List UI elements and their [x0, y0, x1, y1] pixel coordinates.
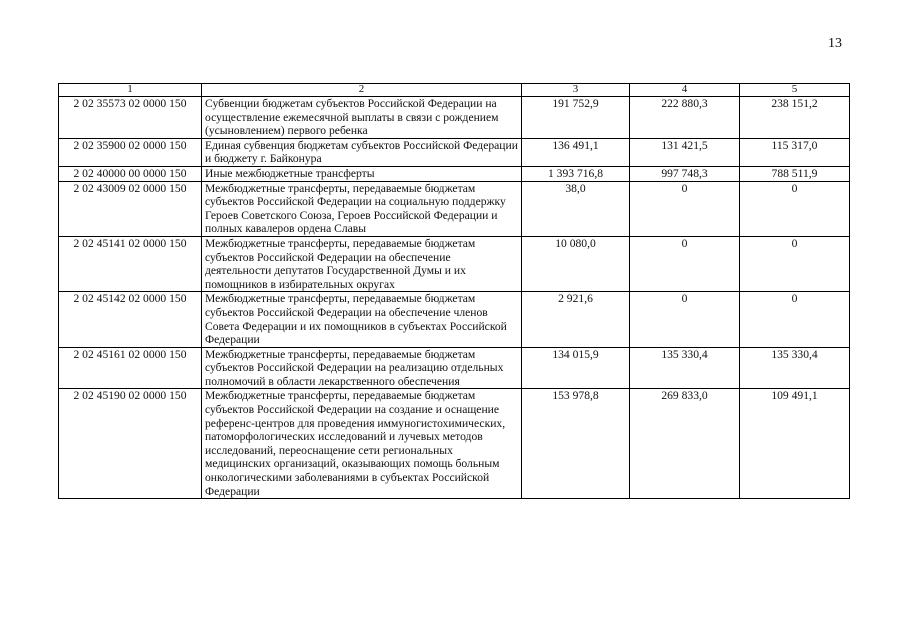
amount-col4-cell: 0: [630, 292, 740, 347]
budget-code-cell: 2 02 40000 00 0000 150: [59, 166, 202, 181]
column-header-1: 1: [59, 84, 202, 97]
amount-col3-cell: 38,0: [522, 181, 630, 236]
amount-col3-cell: 153 978,8: [522, 389, 630, 499]
amount-col5-cell: 0: [740, 236, 850, 291]
amount-col5-cell: 0: [740, 181, 850, 236]
amount-col4-cell: 269 833,0: [630, 389, 740, 499]
column-header-4: 4: [630, 84, 740, 97]
table-row: [59, 236, 850, 291]
description-cell: Межбюджетные трансферты, передаваемые бюджетам субъектов Российской Федерации на социальную поддержку Героев Советского Союза, Героев Российской Федерации и полных кавалеров ордена Славы: [202, 181, 522, 236]
amount-col5-cell: 109 491,1: [740, 389, 850, 499]
budget-code-cell: 2 02 35900 02 0000 150: [59, 138, 202, 166]
amount-col4-cell: 135 330,4: [630, 347, 740, 389]
amount-col3-cell: 134 015,9: [522, 347, 630, 389]
column-header-5: 5: [740, 84, 850, 97]
header-row: [59, 84, 850, 97]
description-cell: Субвенции бюджетам субъектов Российской Федерации на осуществление ежемесячной выплаты в связи с рождением (усыновлением) первого ребенка: [202, 97, 522, 139]
table-row: [59, 181, 850, 236]
amount-col4-cell: 222 880,3: [630, 97, 740, 139]
table-row: [59, 347, 850, 389]
amount-col3-cell: 1 393 716,8: [522, 166, 630, 181]
description-cell: Межбюджетные трансферты, передаваемые бюджетам субъектов Российской Федерации на обеспечение деятельности депутатов Государственной Думы и их помощников в избирательных округах: [202, 236, 522, 291]
amount-col5-cell: 788 511,9: [740, 166, 850, 181]
table-row: [59, 166, 850, 181]
table-body: [59, 97, 850, 499]
budget-code-cell: 2 02 45141 02 0000 150: [59, 236, 202, 291]
description-cell: Межбюджетные трансферты, передаваемые бюджетам субъектов Российской Федерации на создание и оснащение референс-центров для проведения иммуногистохимических, патоморфологических исследований и лучевых методов исследований, переоснащение сети региональных медицинских организаций, оказывающих помощь больным онкологическими заболеваниями в субъектах Российской Федерации: [202, 389, 522, 499]
budget-table: [58, 83, 850, 499]
description-cell: Межбюджетные трансферты, передаваемые бюджетам субъектов Российской Федерации на обеспечение членов Совета Федерации и их помощников в субъектах Российской Федерации: [202, 292, 522, 347]
column-header-3: 3: [522, 84, 630, 97]
page-number: 13: [828, 36, 842, 51]
table-row: [59, 389, 850, 499]
column-header-2: 2: [202, 84, 522, 97]
amount-col5-cell: 135 330,4: [740, 347, 850, 389]
budget-code-cell: 2 02 35573 02 0000 150: [59, 97, 202, 139]
amount-col5-cell: 238 151,2: [740, 97, 850, 139]
budget-code-cell: 2 02 45190 02 0000 150: [59, 389, 202, 499]
table-header: [59, 84, 850, 97]
budget-code-cell: 2 02 45142 02 0000 150: [59, 292, 202, 347]
amount-col3-cell: 191 752,9: [522, 97, 630, 139]
table-row: [59, 97, 850, 139]
description-cell: Межбюджетные трансферты, передаваемые бюджетам субъектов Российской Федерации на реализацию отдельных полномочий в области лекарственного обеспечения: [202, 347, 522, 389]
amount-col4-cell: 0: [630, 181, 740, 236]
amount-col5-cell: 0: [740, 292, 850, 347]
budget-code-cell: 2 02 43009 02 0000 150: [59, 181, 202, 236]
description-cell: Единая субвенция бюджетам субъектов Российской Федерации и бюджету г. Байконура: [202, 138, 522, 166]
amount-col3-cell: 136 491,1: [522, 138, 630, 166]
amount-col4-cell: 0: [630, 236, 740, 291]
amount-col3-cell: 10 080,0: [522, 236, 630, 291]
table-row: [59, 292, 850, 347]
amount-col4-cell: 131 421,5: [630, 138, 740, 166]
budget-code-cell: 2 02 45161 02 0000 150: [59, 347, 202, 389]
amount-col5-cell: 115 317,0: [740, 138, 850, 166]
amount-col3-cell: 2 921,6: [522, 292, 630, 347]
amount-col4-cell: 997 748,3: [630, 166, 740, 181]
table-row: [59, 138, 850, 166]
description-cell: Иные межбюджетные трансферты: [202, 166, 522, 181]
